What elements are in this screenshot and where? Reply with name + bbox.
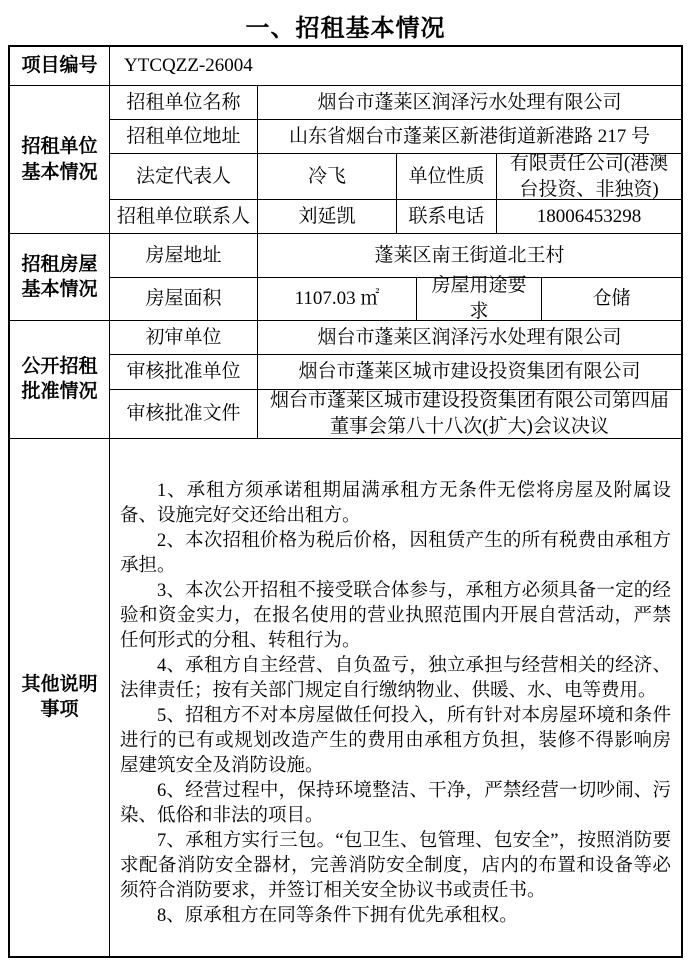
section-house-label: 招租房屋基本情况 bbox=[10, 234, 110, 320]
approval-doc-label: 审核批准文件 bbox=[110, 390, 258, 438]
approval-unit-label: 审核批准单位 bbox=[110, 355, 258, 388]
initial-review-value: 烟台市蓬莱区润泽污水处理有限公司 bbox=[317, 326, 622, 348]
note-paragraph-1: 1、承租方须承诺租期届满承租方无条件无偿将房屋及附属设备、设施完好交还给出租方。 bbox=[120, 480, 671, 526]
note-paragraph-4: 4、承租方自主经营、自负盈亏，独立承担与经营相关的经济、法律责任；按有关部门规定自行缴纳物业、供暖、水、电等费用。 bbox=[120, 655, 671, 701]
unit-contact-value: 刘延凯 bbox=[258, 200, 397, 233]
note-paragraph-2: 2、本次招租价格为税后价格，因租赁产生的所有税费由承租方承担。 bbox=[120, 530, 671, 576]
rental-info-table bbox=[8, 45, 683, 958]
unit-address-label: 招租单位地址 bbox=[110, 120, 258, 153]
project-number-label: 项目编号 bbox=[10, 47, 110, 85]
house-address-label: 房屋地址 bbox=[110, 234, 258, 276]
project-number-value: YTCQZZ-26004 bbox=[124, 55, 253, 77]
approval-unit-value: 烟台市蓬莱区城市建设投资集团有限公司 bbox=[298, 361, 641, 383]
unit-address-value: 山东省烟台市蓬莱区新港街道新港路 217 号 bbox=[288, 125, 650, 147]
unit-name-value: 烟台市蓬莱区润泽污水处理有限公司 bbox=[317, 91, 622, 113]
contact-phone-value: 18006453298 bbox=[536, 205, 642, 227]
initial-review-label: 初审单位 bbox=[110, 321, 258, 354]
section-approval-info bbox=[10, 321, 681, 439]
house-usage-value: 仓储 bbox=[592, 288, 631, 310]
row-approval-unit bbox=[110, 355, 681, 389]
house-usage-label: 房屋用途要求 bbox=[417, 278, 542, 320]
note-paragraph-7: 7、承租方实行三包。“包卫生、包管理、包安全”，按照消防要求配备消防安全器材，完善消防安全制度，店内的布置和设备等必须符合消防要求，并签订相关安全协议书或责任书。 bbox=[120, 830, 671, 901]
row-unit-name bbox=[110, 86, 681, 120]
house-address-value: 蓬莱区南王街道北王村 bbox=[374, 244, 565, 266]
note-paragraph-6: 6、经营过程中，保持环境整洁、干净，严禁经营一切吵闹、污染、低俗和非法的项目。 bbox=[120, 780, 671, 826]
row-initial-review bbox=[110, 321, 681, 355]
section-approval-label: 公开招租批准情况 bbox=[10, 321, 110, 438]
legal-rep-value: 冷飞 bbox=[258, 154, 397, 199]
unit-nature-value: 有限责任公司(港澳台投资、非独资) bbox=[509, 152, 669, 200]
row-legal-rep bbox=[110, 154, 681, 200]
page-title: 一、招租基本情况 bbox=[245, 16, 446, 42]
house-area-value: 1107.03 ㎡ bbox=[258, 278, 417, 320]
section-unit-info bbox=[10, 86, 681, 234]
row-approval-doc bbox=[110, 390, 681, 438]
house-area-label: 房屋面积 bbox=[110, 278, 258, 320]
section-unit-rows bbox=[110, 86, 681, 233]
row-unit-contact bbox=[110, 200, 681, 233]
row-house-address bbox=[110, 234, 681, 277]
section-house-info bbox=[10, 234, 681, 321]
approval-doc-value: 烟台市蓬莱区城市建设投资集团有限公司第四届董事会第八十八次(扩大)会议决议 bbox=[269, 390, 669, 437]
section-house-rows bbox=[110, 234, 681, 320]
note-paragraph-3: 3、本次公开招租不接受联合体参与，承租方必须具备一定的经验和资金实力，在报名使用的营业执照范围内开展自营活动，严禁任何形式的分租、转租行为。 bbox=[120, 580, 671, 651]
row-project-number bbox=[10, 47, 681, 86]
row-house-area bbox=[110, 275, 681, 322]
contact-phone-label: 联系电话 bbox=[397, 200, 497, 233]
unit-contact-label: 招租单位联系人 bbox=[110, 200, 258, 233]
section-unit-label: 招租单位基本情况 bbox=[10, 86, 110, 233]
legal-rep-label: 法定代表人 bbox=[110, 154, 258, 199]
unit-nature-label: 单位性质 bbox=[397, 154, 497, 199]
unit-name-label: 招租单位名称 bbox=[110, 86, 258, 119]
note-paragraph-8: 8、原承租方在同等条件下拥有优先承租权。 bbox=[157, 905, 518, 926]
notes-text bbox=[110, 439, 681, 956]
section-approval-rows bbox=[110, 321, 681, 438]
note-paragraph-5: 5、招租方不对本房屋做任何投入，所有针对本房屋环境和条件进行的已有或规划改造产生的费用由承租方负担，装修不得影响房屋建筑安全及消防设施。 bbox=[120, 705, 671, 776]
section-notes-label: 其他说明事项 bbox=[10, 439, 110, 956]
section-other-notes bbox=[10, 439, 681, 956]
row-unit-address bbox=[110, 120, 681, 154]
